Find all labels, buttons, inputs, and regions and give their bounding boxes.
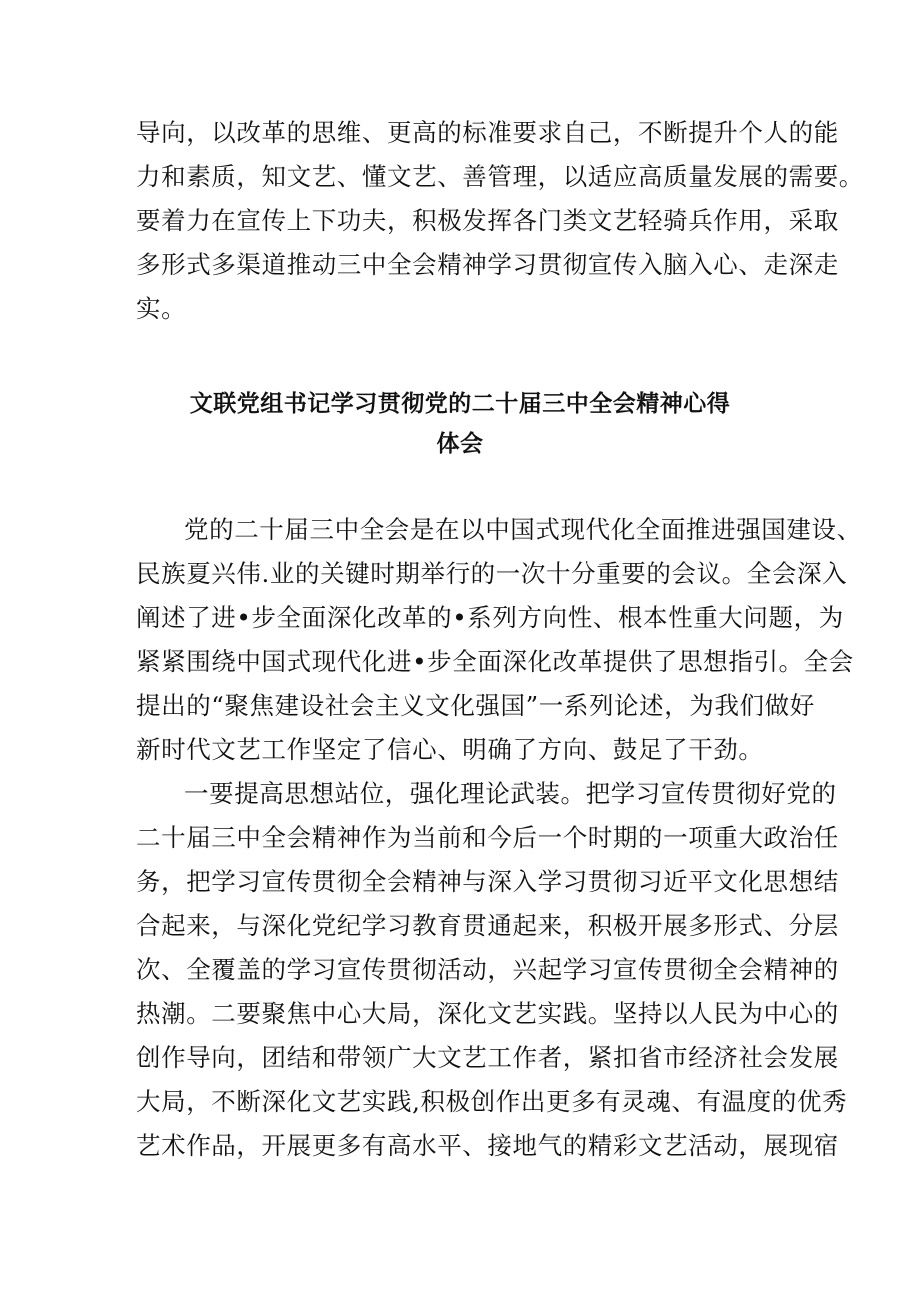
text-line: 导向，以改革的思维、更高的标准要求自己，不断提升个人的能 [136, 118, 839, 147]
text-line: 大局，不断深化文艺实践,积极创作出更多有灵魂、有温度的优秀 [136, 1087, 848, 1116]
article-title-continued: 体会 [436, 431, 484, 457]
text-line: 民族夏兴伟.业的关键时期举行的一次十分重要的会议。全会深入 [136, 559, 848, 588]
text-line: 提出的“聚焦建设社会主义文化强国”一系列论述，为我们做好 [136, 691, 815, 720]
text-line: 阐述了进•步全面深化改革的•系列方向性、根本性重大问题，为 [136, 603, 844, 632]
text-line: 次、全覆盖的学习宣传贯彻活动，兴起学习宣传贯彻全会精神的 [136, 955, 839, 984]
text-line: 创作导向，团结和带领广大文艺工作者，紧扣省市经济社会发展 [136, 1043, 839, 1072]
text-line: 力和素质，知文艺、懂文艺、善管理，以适应高质量发展的需要。 [136, 162, 864, 191]
text-line: 合起来，与深化党纪学习教育贯通起来，积极开展多形式、分层 [136, 911, 839, 940]
text-line: 新时代文艺工作坚定了信心、明确了方向、鼓足了干劲。 [136, 735, 764, 764]
paragraph-first-line: 党的二十届三中全会是在以中国式现代化全面推进强国建设、 [184, 515, 862, 544]
text-line: 二十届三中全会精神作为当前和今后一个时期的一项重大政治任 [136, 823, 839, 852]
text-line: 热潮。二要聚焦中心大局，深化文艺实践。坚持以人民为中心的 [136, 999, 839, 1028]
text-line: 多形式多渠道推动三中全会精神学习贯彻宣传入脑入心、走深走 [136, 250, 839, 279]
text-line: 务，把学习宣传贯彻全会精神与深入学习贯彻习近平文化思想结 [136, 867, 839, 896]
text-line: 要着力在宣传上下功夫，积极发挥各门类文艺轻骑兵作用，采取 [136, 206, 839, 235]
text-line: 艺术作品，开展更多有高水平、接地气的精彩文艺活动，展现宿 [136, 1131, 839, 1160]
paragraph-first-line: 一要提高思想站位，强化理论武装。把学习宣传贯彻好党的 [184, 779, 837, 808]
text-line: 紧紧围绕中国式现代化进•步全面深化改革提供了思想指引。全会 [136, 647, 854, 676]
text-line: 实。 [136, 294, 187, 323]
article-title: 文联党组书记学习贯彻党的二十届三中全会精神心得 [189, 391, 731, 417]
